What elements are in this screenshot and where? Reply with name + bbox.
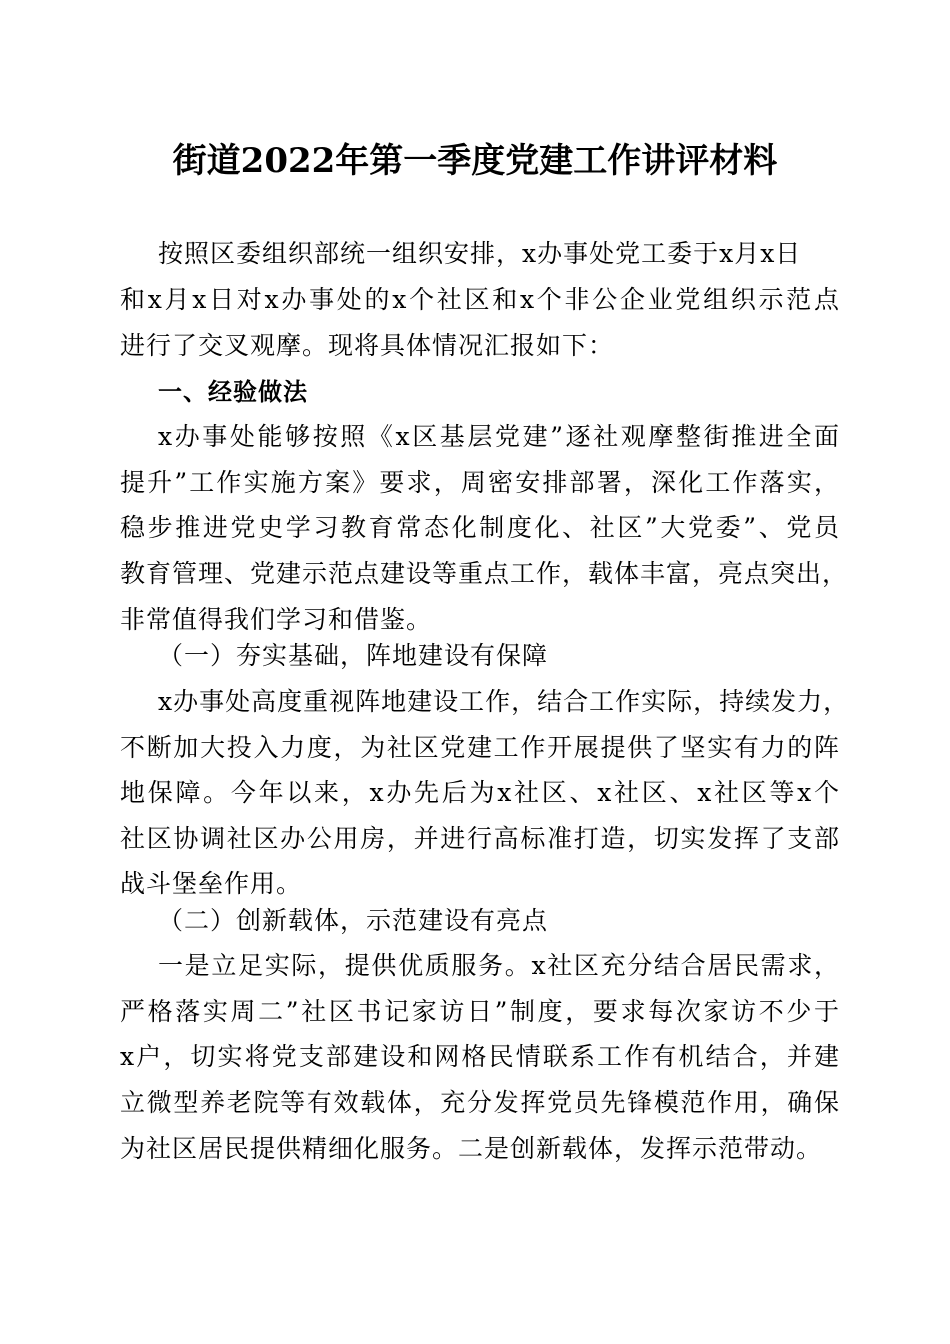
document-title: 街道2022年第一季度党建工作讲评材料 — [172, 141, 778, 181]
paragraph-line: 按照区委组织部统一组织安排，x办事处党工委于x月x日 — [158, 239, 802, 268]
paragraph-line: 不断加大投入力度，为社区党建工作开展提供了坚实有力的阵 — [120, 733, 840, 762]
paragraph-line: 社区协调社区办公用房，并进行高标准打造，切实发挥了支部 — [120, 824, 840, 853]
paragraph-line: 战斗堡垒作用。 — [120, 869, 303, 898]
paragraph-line: x户，切实将党支部建设和网格民情联系工作有机结合，并建 — [120, 1042, 840, 1071]
paragraph-line: 严格落实周二”社区书记家访日”制度，要求每次家访不少于 — [120, 997, 840, 1026]
paragraph-line: 为社区居民提供精细化服务。二是创新载体，发挥示范带动。 — [120, 1134, 823, 1163]
section-heading: 一、经验做法 — [158, 378, 308, 406]
paragraph-line: x办事处能够按照《x区基层党建”逐社观摩整街推进全面 — [158, 422, 840, 451]
paragraph-line: 教育管理、党建示范点建设等重点工作，载体丰富，亮点突出， — [120, 559, 849, 588]
subsection-heading: （一）夯实基础，阵地建设有保障 — [158, 641, 549, 670]
paragraph-line: x办事处高度重视阵地建设工作，结合工作实际，持续发力， — [158, 687, 850, 716]
paragraph-line: 一是立足实际，提供优质服务。x社区充分结合居民需求， — [158, 951, 840, 980]
paragraph-line: 稳步推进党史学习教育常态化制度化、社区”大党委”、党员 — [120, 513, 840, 542]
paragraph-line: 和x月x日对x办事处的x个社区和x个非公企业党组织示范点 — [120, 285, 840, 314]
subsection-heading: （二）创新载体，示范建设有亮点 — [158, 906, 549, 935]
paragraph-line: 非常值得我们学习和借鉴。 — [120, 605, 433, 634]
paragraph-line: 提升”工作实施方案》要求，周密安排部署，深化工作落实， — [120, 468, 840, 497]
paragraph-line: 地保障。今年以来，x办先后为x社区、x社区、x社区等x个 — [120, 778, 840, 807]
paragraph-line: 立微型养老院等有效载体，充分发挥党员先锋模范作用，确保 — [120, 1088, 840, 1117]
paragraph-line: 进行了交叉观摩。现将具体情况汇报如下： — [120, 331, 615, 360]
